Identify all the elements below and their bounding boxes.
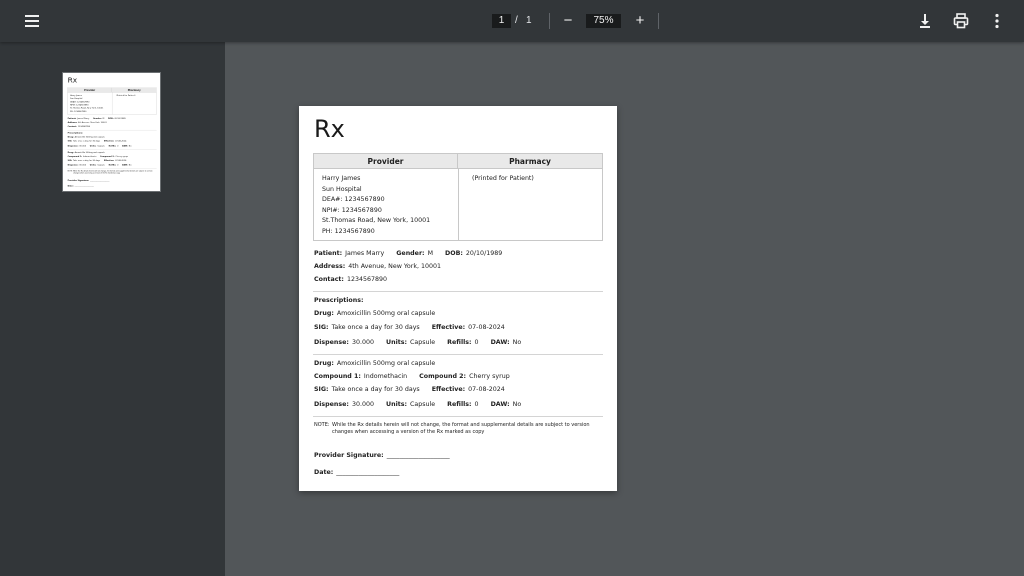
rx2-compound-row: Compound 1:Indomethacin Compound 2:Cherry syrup bbox=[67, 155, 128, 158]
provider-pharmacy-table bbox=[67, 87, 156, 114]
pdf-page bbox=[299, 106, 617, 491]
rx-title: Rx bbox=[314, 115, 345, 143]
provider-signature-row: Provider Signature: ____________________ bbox=[314, 452, 450, 459]
divider bbox=[313, 291, 603, 292]
contact-label: Contact: bbox=[67, 125, 77, 128]
provider-dea: DEA#: 1234567890 bbox=[322, 196, 385, 204]
rx2-drug-row: Drug: Amoxicillin 500mg oral capsule bbox=[314, 360, 436, 367]
rx2-sig-row: SIG: Take once a day for 30 days Effective: 07-08-2024 bbox=[314, 386, 505, 393]
rx2-dispense-row: Dispense:30.000 Units:Capsule Refills:0 DAW:No bbox=[67, 163, 132, 167]
address-row bbox=[314, 263, 441, 270]
rx2-drug-value: Amoxicillin 500mg oral capsule bbox=[74, 151, 105, 154]
note-label: NOTE: bbox=[314, 422, 330, 428]
thumbnail-page-content bbox=[63, 73, 161, 192]
gender-value: M bbox=[102, 117, 105, 120]
pharmacy-header: Pharmacy bbox=[509, 157, 551, 166]
provider-name: Harry James bbox=[322, 175, 361, 182]
address-label: Address: bbox=[314, 263, 346, 270]
divider bbox=[313, 416, 603, 417]
provider-pharmacy-table bbox=[313, 153, 603, 241]
provider-hospital: Sun Hospital bbox=[70, 97, 83, 100]
page-thumbnail[interactable] bbox=[62, 72, 161, 192]
provider-dea: DEA#: 1234567890 bbox=[70, 100, 90, 103]
patient-label: Patient: bbox=[67, 117, 77, 120]
date-row: Date:____________________ bbox=[67, 184, 94, 187]
note-text: While the Rx details herein will not change, the format and supplemental details are subject to version changes when accessing a version of the Rx marked as copy bbox=[73, 170, 153, 175]
address-value: 4th Avenue, New York, 10001 bbox=[348, 263, 442, 270]
dob-value: 20/10/1989 bbox=[465, 250, 503, 257]
patient-name: James Marry bbox=[345, 250, 385, 257]
contact-row bbox=[314, 276, 387, 283]
zoom-in-button[interactable]: + bbox=[635, 12, 645, 29]
provider-details bbox=[70, 94, 103, 114]
rx2-sig-row: SIG:Take once a day for 30 days Effective:07-08-2024 bbox=[67, 159, 127, 162]
provider-npi: NPI#: 1234567890 bbox=[322, 206, 382, 214]
address-label: Address: bbox=[67, 121, 78, 124]
contact-row bbox=[68, 125, 90, 127]
rx-title: Rx bbox=[67, 75, 78, 85]
patient-name: James Marry bbox=[77, 117, 90, 120]
provider-address: St.Thomas Road, New York, 10001 bbox=[322, 217, 431, 225]
page-separator: / bbox=[515, 15, 518, 26]
rx2-drug-row: Drug:Amoxicillin 500mg oral capsule bbox=[67, 151, 105, 154]
provider-header: Provider bbox=[68, 88, 112, 92]
date-line: ____________________ bbox=[74, 184, 94, 187]
provider-name: Harry James bbox=[70, 94, 82, 97]
print-icon[interactable] bbox=[951, 11, 971, 31]
pdf-toolbar bbox=[0, 0, 1024, 42]
address-row bbox=[68, 121, 107, 123]
signature-line: ____________________ bbox=[90, 179, 110, 182]
gender-label: Gender: bbox=[396, 250, 425, 257]
rx1-drug-row: Drug:Amoxicillin 500mg oral capsule bbox=[67, 135, 105, 138]
rx2-compound-row: Compound 1: Indomethacin Compound 2: Cherry syrup bbox=[314, 373, 510, 380]
dob-label: DOB: bbox=[445, 250, 463, 257]
contact-value: 1234567890 bbox=[77, 125, 91, 128]
signature-line: ____________________ bbox=[386, 452, 450, 459]
dob-value: 20/10/1989 bbox=[114, 117, 126, 120]
rx1-drug-value: Amoxicillin 500mg oral capsule bbox=[74, 135, 105, 138]
rx1-sig-row: SIG: Take once a day for 30 days Effective: 07-08-2024 bbox=[314, 324, 505, 331]
rx1-sig-row: SIG:Take once a day for 30 days Effective:07-08-2024 bbox=[67, 140, 127, 143]
prescriptions-heading: Prescriptions: bbox=[314, 297, 364, 304]
version-note bbox=[68, 170, 157, 174]
patient-label: Patient: bbox=[314, 250, 343, 257]
page-total: 1 bbox=[526, 15, 532, 26]
date-row: Date: ____________________ bbox=[314, 469, 400, 476]
address-value: 4th Avenue, New York, 10001 bbox=[78, 121, 107, 124]
rx1-effective-value: 07-08-2024 bbox=[468, 324, 505, 331]
provider-npi: NPI#: 1234567890 bbox=[70, 104, 89, 107]
provider-header: Provider bbox=[314, 154, 458, 168]
rx2-drug-value: Amoxicillin 500mg oral capsule bbox=[336, 360, 436, 367]
gender-value: M bbox=[427, 250, 434, 257]
download-icon[interactable] bbox=[915, 11, 935, 31]
more-vert-icon[interactable] bbox=[987, 11, 1007, 31]
page-number-input[interactable]: 1 bbox=[492, 14, 511, 28]
rx2-dispense-row: Dispense: 30.000 Units: Capsule Refills: 0 DAW: No bbox=[314, 401, 522, 408]
patient-row bbox=[68, 117, 126, 119]
note-label: NOTE: bbox=[67, 170, 73, 173]
zoom-level-input[interactable]: 75% bbox=[586, 14, 621, 28]
toolbar-divider bbox=[658, 13, 659, 29]
rx1-drug-value: Amoxicillin 500mg oral capsule bbox=[336, 310, 436, 317]
rx1-sig-value: Take once a day for 30 days bbox=[73, 140, 101, 143]
contact-value: 1234567890 bbox=[346, 276, 388, 283]
provider-phone: PH: 1234567890 bbox=[322, 227, 375, 235]
patient-row bbox=[314, 250, 502, 257]
contact-label: Contact: bbox=[314, 276, 344, 283]
provider-hospital: Sun Hospital bbox=[322, 185, 362, 193]
divider bbox=[313, 354, 603, 355]
provider-address: St.Thomas Road, New York, 10001 bbox=[70, 107, 104, 110]
pharmacy-details: (Printed for Patient) bbox=[472, 175, 534, 182]
zoom-out-button[interactable]: − bbox=[563, 12, 573, 29]
rx1-effective-value: 07-08-2024 bbox=[115, 140, 127, 143]
rx1-dispense-row: Dispense: 30.000 Units: Capsule Refills: 0 DAW: No bbox=[314, 339, 522, 346]
rx1-drug-row: Drug: Amoxicillin 500mg oral capsule bbox=[314, 310, 436, 317]
pharmacy-details: (Printed for Patient) bbox=[116, 94, 136, 97]
pharmacy-header: Pharmacy bbox=[127, 88, 141, 92]
provider-phone: PH: 1234567890 bbox=[70, 110, 87, 113]
provider-signature-row: Provider Signature:____________________ bbox=[67, 179, 110, 182]
rx1-dispense-row: Dispense:30.000 Units:Capsule Refills:0 DAW:No bbox=[67, 144, 132, 147]
provider-details bbox=[322, 174, 430, 238]
date-line: ____________________ bbox=[336, 469, 400, 476]
gender-label: Gender: bbox=[92, 117, 102, 120]
menu-icon[interactable] bbox=[21, 12, 43, 30]
dob-label: DOB: bbox=[107, 117, 114, 120]
toolbar-divider bbox=[549, 13, 550, 29]
prescriptions-heading: Prescriptions: bbox=[67, 131, 83, 134]
version-note bbox=[314, 422, 604, 436]
note-text: While the Rx details herein will not change, the format and supplemental details are subject to version changes when accessing a version of the Rx marked as copy bbox=[332, 422, 590, 435]
rx1-sig-value: Take once a day for 30 days bbox=[331, 324, 420, 331]
